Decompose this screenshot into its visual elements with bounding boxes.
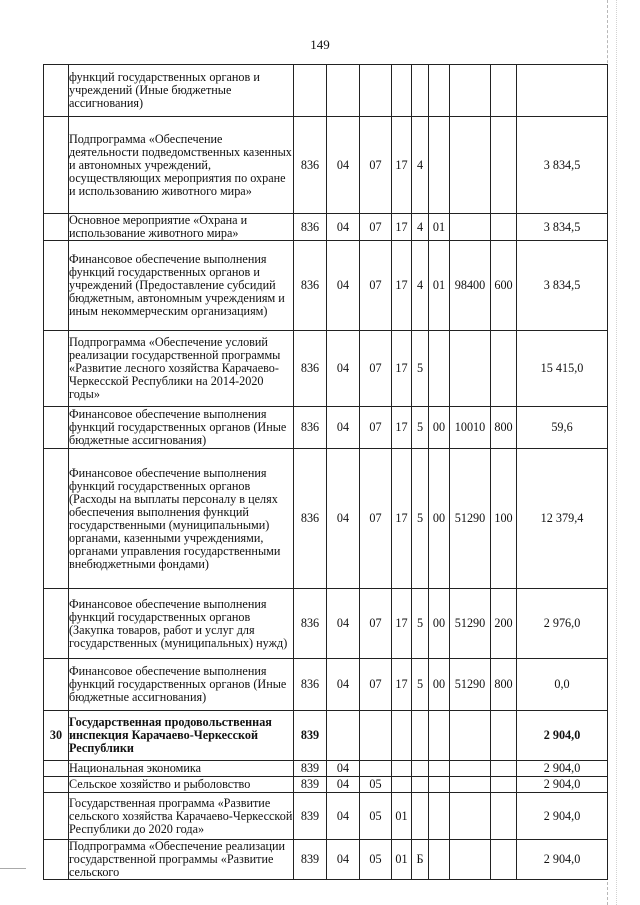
podrazdel-code xyxy=(360,761,392,777)
direction-code xyxy=(450,840,491,880)
podrazdel-code: 07 xyxy=(360,214,392,241)
vid-rashodov-code: 600 xyxy=(491,241,517,331)
subprogram-code: 5 xyxy=(412,589,429,659)
table-row xyxy=(44,711,608,761)
event-code xyxy=(429,761,450,777)
direction-code xyxy=(450,711,491,761)
subprogram-code: 5 xyxy=(412,659,429,711)
program-code: 17 xyxy=(392,241,412,331)
table-row xyxy=(44,840,608,880)
amount: 2 904,0 xyxy=(517,777,608,793)
subprogram-code xyxy=(412,65,429,117)
ved-code: 836 xyxy=(294,449,327,589)
event-code xyxy=(429,777,450,793)
budget-table-body xyxy=(44,65,608,880)
razdel-code: 04 xyxy=(327,777,360,793)
item-name: Государственная программа «Развитие сельского хозяйства Карачаево-Черкесской Республики до 2020 года» xyxy=(69,793,294,840)
amount: 3 834,5 xyxy=(517,241,608,331)
subprogram-code: 5 xyxy=(412,449,429,589)
razdel-code: 04 xyxy=(327,449,360,589)
event-code xyxy=(429,711,450,761)
vid-rashodov-code xyxy=(491,117,517,214)
item-name: Национальная экономика xyxy=(69,761,294,777)
subprogram-code xyxy=(412,761,429,777)
podrazdel-code: 07 xyxy=(360,331,392,407)
ved-code: 836 xyxy=(294,214,327,241)
subprogram-code xyxy=(412,711,429,761)
podrazdel-code: 07 xyxy=(360,241,392,331)
table-row xyxy=(44,117,608,214)
razdel-code: 04 xyxy=(327,589,360,659)
row-number: 30 xyxy=(44,711,69,761)
podrazdel-code xyxy=(360,711,392,761)
podrazdel-code: 05 xyxy=(360,777,392,793)
program-code xyxy=(392,711,412,761)
podrazdel-code: 05 xyxy=(360,793,392,840)
table-row xyxy=(44,214,608,241)
item-name: Подпрограмма «Обеспечение реализации государственной программы «Развитие сельского xyxy=(69,840,294,880)
program-code: 17 xyxy=(392,449,412,589)
event-code: 01 xyxy=(429,214,450,241)
vid-rashodov-code xyxy=(491,331,517,407)
ved-code: 836 xyxy=(294,241,327,331)
subprogram-code xyxy=(412,777,429,793)
amount: 15 415,0 xyxy=(517,331,608,407)
amount xyxy=(517,65,608,117)
subprogram-code: 5 xyxy=(412,331,429,407)
item-name: Подпрограмма «Обеспечение деятельности подведомственных казенных и автономных учреждений, осуществляющих мероприятия по охране и использованию животного мира» xyxy=(69,117,294,214)
ved-code xyxy=(294,65,327,117)
item-name: Финансовое обеспечение выполнения функций государственных органов и учреждений (Предоставление субсидий бюджетным, автономным учреждениям и иным некоммерческим организациям) xyxy=(69,241,294,331)
podrazdel-code: 07 xyxy=(360,589,392,659)
ved-code: 839 xyxy=(294,777,327,793)
razdel-code: 04 xyxy=(327,214,360,241)
ved-code: 836 xyxy=(294,589,327,659)
ved-code: 836 xyxy=(294,331,327,407)
program-code: 17 xyxy=(392,589,412,659)
event-code xyxy=(429,117,450,214)
item-name: Финансовое обеспечение выполнения функций государственных органов (Закупка товаров, работ и услуг для государственных (муниципальных) нужд) xyxy=(69,589,294,659)
program-code: 01 xyxy=(392,840,412,880)
ved-code: 836 xyxy=(294,659,327,711)
scan-mark xyxy=(0,868,26,869)
vid-rashodov-code: 800 xyxy=(491,407,517,449)
event-code: 01 xyxy=(429,241,450,331)
event-code xyxy=(429,65,450,117)
direction-code xyxy=(450,793,491,840)
event-code xyxy=(429,331,450,407)
razdel-code: 04 xyxy=(327,331,360,407)
item-name: Сельское хозяйство и рыболовство xyxy=(69,777,294,793)
event-code: 00 xyxy=(429,449,450,589)
amount: 2 904,0 xyxy=(517,711,608,761)
row-number xyxy=(44,777,69,793)
row-number xyxy=(44,241,69,331)
table-row xyxy=(44,449,608,589)
subprogram-code: 4 xyxy=(412,214,429,241)
direction-code: 51290 xyxy=(450,449,491,589)
row-number xyxy=(44,214,69,241)
podrazdel-code: 05 xyxy=(360,840,392,880)
program-code xyxy=(392,777,412,793)
podrazdel-code: 07 xyxy=(360,449,392,589)
item-name: функций государственных органов и учреждений (Иные бюджетные ассигнования) xyxy=(69,65,294,117)
event-code: 00 xyxy=(429,589,450,659)
row-number xyxy=(44,659,69,711)
item-name: Основное мероприятие «Охрана и использование животного мира» xyxy=(69,214,294,241)
program-code: 17 xyxy=(392,659,412,711)
razdel-code xyxy=(327,711,360,761)
program-code xyxy=(392,65,412,117)
event-code xyxy=(429,793,450,840)
event-code: 00 xyxy=(429,407,450,449)
table-row xyxy=(44,331,608,407)
razdel-code: 04 xyxy=(327,407,360,449)
program-code: 01 xyxy=(392,793,412,840)
vid-rashodov-code xyxy=(491,214,517,241)
ved-code: 836 xyxy=(294,407,327,449)
ved-code: 839 xyxy=(294,840,327,880)
direction-code xyxy=(450,214,491,241)
row-number xyxy=(44,449,69,589)
direction-code: 51290 xyxy=(450,589,491,659)
vid-rashodov-code xyxy=(491,65,517,117)
ved-code: 839 xyxy=(294,711,327,761)
program-code: 17 xyxy=(392,331,412,407)
table-row xyxy=(44,659,608,711)
row-number xyxy=(44,331,69,407)
item-name: Финансовое обеспечение выполнения функций государственных органов (Расходы на выплаты персоналу в целях обеспечения выполнения функций государственными (муниципальными) органами, казенными учреждениями, органами управления государственными внебюджетными фондами) xyxy=(69,449,294,589)
direction-code: 10010 xyxy=(450,407,491,449)
page-edge-line-secondary xyxy=(616,0,617,905)
ved-code: 836 xyxy=(294,117,327,214)
table-row xyxy=(44,777,608,793)
amount: 3 834,5 xyxy=(517,214,608,241)
table-row xyxy=(44,793,608,840)
razdel-code: 04 xyxy=(327,241,360,331)
razdel-code: 04 xyxy=(327,840,360,880)
podrazdel-code xyxy=(360,65,392,117)
row-number xyxy=(44,117,69,214)
row-number xyxy=(44,407,69,449)
podrazdel-code: 07 xyxy=(360,407,392,449)
item-name: Подпрограмма «Обеспечение условий реализации государственной программы «Развитие лесного хозяйства Карачаево-Черкесской Республики на 2014-2020 годы» xyxy=(69,331,294,407)
vid-rashodov-code xyxy=(491,793,517,840)
table-row xyxy=(44,761,608,777)
program-code xyxy=(392,761,412,777)
table-row xyxy=(44,241,608,331)
amount: 2 904,0 xyxy=(517,761,608,777)
program-code: 17 xyxy=(392,407,412,449)
direction-code xyxy=(450,65,491,117)
podrazdel-code: 07 xyxy=(360,117,392,214)
event-code: 00 xyxy=(429,659,450,711)
subprogram-code: 4 xyxy=(412,241,429,331)
table-row xyxy=(44,407,608,449)
amount: 2 976,0 xyxy=(517,589,608,659)
razdel-code: 04 xyxy=(327,117,360,214)
row-number xyxy=(44,589,69,659)
razdel-code: 04 xyxy=(327,659,360,711)
razdel-code xyxy=(327,65,360,117)
direction-code xyxy=(450,777,491,793)
direction-code: 51290 xyxy=(450,659,491,711)
direction-code: 98400 xyxy=(450,241,491,331)
subprogram-code xyxy=(412,793,429,840)
vid-rashodov-code xyxy=(491,840,517,880)
vid-rashodov-code xyxy=(491,761,517,777)
item-name: Финансовое обеспечение выполнения функций государственных органов (Иные бюджетные ассигнования) xyxy=(69,407,294,449)
amount: 3 834,5 xyxy=(517,117,608,214)
amount: 0,0 xyxy=(517,659,608,711)
vid-rashodov-code xyxy=(491,711,517,761)
vid-rashodov-code: 100 xyxy=(491,449,517,589)
table-row xyxy=(44,65,608,117)
amount: 2 904,0 xyxy=(517,840,608,880)
podrazdel-code: 07 xyxy=(360,659,392,711)
row-number xyxy=(44,793,69,840)
program-code: 17 xyxy=(392,214,412,241)
program-code: 17 xyxy=(392,117,412,214)
row-number xyxy=(44,761,69,777)
ved-code: 839 xyxy=(294,761,327,777)
vid-rashodov-code: 800 xyxy=(491,659,517,711)
razdel-code: 04 xyxy=(327,761,360,777)
subprogram-code: 4 xyxy=(412,117,429,214)
amount: 2 904,0 xyxy=(517,793,608,840)
direction-code xyxy=(450,331,491,407)
item-name: Финансовое обеспечение выполнения функций государственных органов (Иные бюджетные ассигнования) xyxy=(69,659,294,711)
vid-rashodov-code: 200 xyxy=(491,589,517,659)
subprogram-code: 5 xyxy=(412,407,429,449)
ved-code: 839 xyxy=(294,793,327,840)
item-name: Государственная продовольственная инспекция Карачаево-Черкесской Республики xyxy=(69,711,294,761)
direction-code xyxy=(450,117,491,214)
direction-code xyxy=(450,761,491,777)
amount: 12 379,4 xyxy=(517,449,608,589)
subprogram-code: Б xyxy=(412,840,429,880)
event-code xyxy=(429,840,450,880)
vid-rashodov-code xyxy=(491,777,517,793)
page-number: 149 xyxy=(310,37,330,52)
row-number xyxy=(44,840,69,880)
razdel-code: 04 xyxy=(327,793,360,840)
amount: 59,6 xyxy=(517,407,608,449)
table-row xyxy=(44,589,608,659)
row-number xyxy=(44,65,69,117)
budget-table xyxy=(43,64,608,880)
